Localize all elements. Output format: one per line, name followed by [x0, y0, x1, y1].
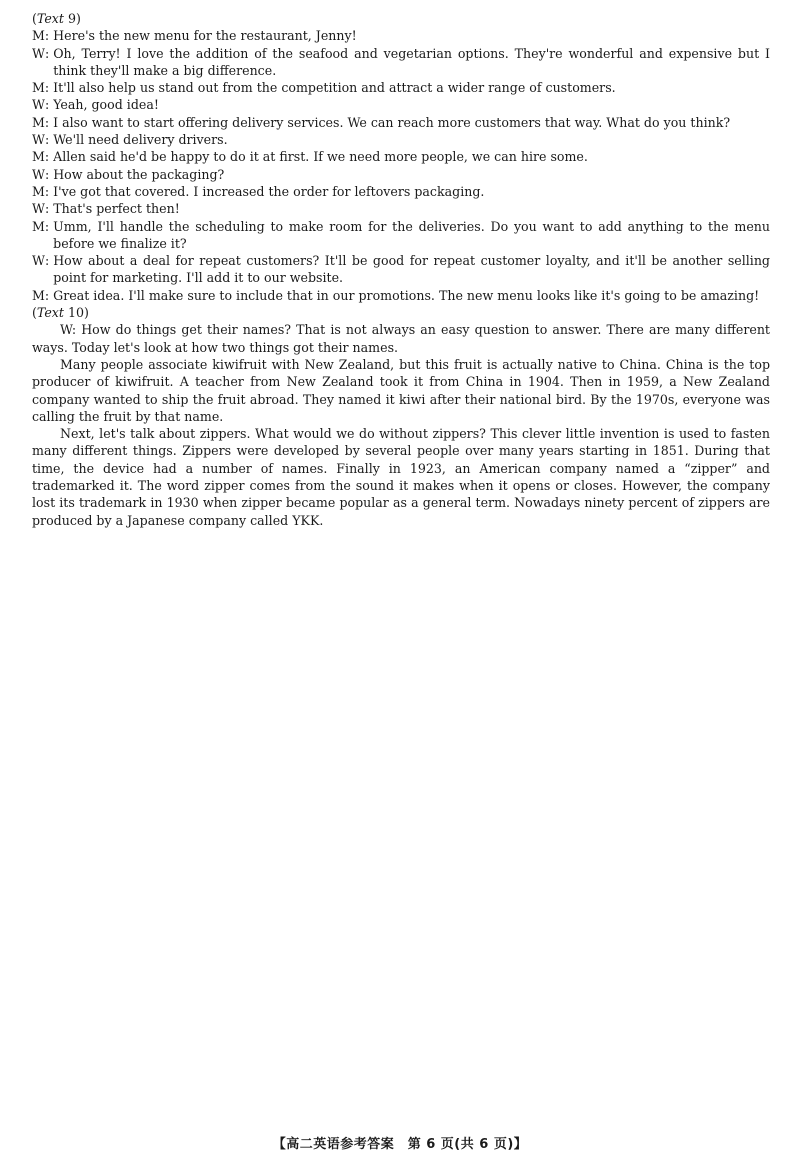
utterance-text: We'll need delivery drivers. — [53, 132, 228, 148]
text9-heading: (Text 9) — [32, 11, 81, 26]
utterance-text: I've got that covered. I increased the order for leftovers packaging. — [53, 183, 485, 199]
utterance-text: I also want to start offering delivery services. We can reach more customers that way. What do you think? — [53, 114, 731, 130]
utterance-text: It'll also help us stand out from the competition and attract a wider range of customers. — [53, 80, 616, 96]
dialogue-line: M : Umm, I'll handle the scheduling to make room for the deliveries. Do you want to add anything to the menu before we finalize it? — [32, 218, 770, 251]
utterance-text: Allen said he'd be happy to do it at first. If we need more people, we can hire some. — [53, 149, 588, 165]
utterance-text: Umm, I'll handle the scheduling to make room for the deliveries. Do you want to add anything to the menu before we finalize it? — [53, 218, 770, 251]
dialogue-line: W : We'll need delivery drivers. — [32, 131, 770, 148]
speaker-label: M — [32, 183, 45, 199]
dialogue-line: W : How about the packaging? — [32, 166, 770, 183]
passage-paragraph: Next, let's talk about zippers. What would we do without zippers? This clever little invention is used to fasten many different things. Zippers were developed by several people over many years starting in 1851. During that time, the device had a number of names. Finally in 1923, an American company named a “zipper” and trademarked it. The word zipper comes from the sound it makes when it opens or closes. However, the company lost its trademark in 1930 when zipper became popular as a general term. Nowadays ninety percent of zippers are produced by a Japanese company called YKK. — [32, 426, 770, 528]
utterance-text: Here's the new menu for the restaurant, Jenny! — [53, 28, 357, 44]
speaker-label: M — [32, 28, 45, 44]
dialogue-line: W : Yeah, good idea! — [32, 96, 770, 113]
speaker-label: W — [32, 97, 45, 113]
text9-number: 9 — [67, 11, 76, 26]
speaker-label: W — [32, 132, 45, 148]
speaker-label: M — [32, 80, 45, 96]
utterance-text: How about a deal for repeat customers? It'll be good for repeat customer loyalty, and it'll be another selling point for marketing. I'll add it to our website. — [53, 253, 770, 286]
text9-dialogue — [32, 27, 770, 304]
dialogue-line: M : Allen said he'd be happy to do it at first. If we need more people, we can hire some. — [32, 148, 770, 165]
utterance-text: Yeah, good idea! — [53, 97, 159, 113]
utterance-text: Great idea. I'll make sure to include that in our promotions. The new menu looks like it's going to be amazing! — [53, 287, 760, 303]
dialogue-line: M : It'll also help us stand out from the competition and attract a wider range of customers. — [32, 79, 770, 96]
speaker-label: M — [32, 114, 45, 130]
document-page — [32, 10, 770, 529]
page-footer: 【高二英语参考答案 第 6 页(共 6 页)】 — [272, 1137, 528, 1152]
speaker-label: W — [32, 166, 45, 182]
passage-paragraph: W: How do things get their names? That is not always an easy question to answer. There are many different ways. Today let's look at how two things got their names. — [32, 322, 770, 355]
passage-paragraph: Many people associate kiwifruit with New Zealand, but this fruit is actually native to China. China is the top producer of kiwifruit. A teacher from New Zealand took it from China in 1904. Then in 1959, a New Zealand company wanted to ship the fruit abroad. They named it kiwi after their national bird. By the 1970s, everyone was calling the fruit by that name. — [32, 356, 770, 424]
text10-heading: (Text 10) — [32, 305, 89, 321]
speaker-label: W — [32, 253, 45, 269]
text10-passage — [32, 321, 770, 529]
dialogue-line: M : Here's the new menu for the restaurant, Jenny! — [32, 27, 770, 44]
speaker-label: W — [32, 201, 45, 217]
dialogue-line: W : That's perfect then! — [32, 200, 770, 217]
dialogue-line: M : Great idea. I'll make sure to include that in our promotions. The new menu looks like it's going to be amazing! — [32, 287, 770, 304]
speaker-label: M — [32, 287, 45, 303]
dialogue-line: W : How about a deal for repeat customers? It'll be good for repeat customer loyalty, and it'll be another selling point for marketing. I'll add it to our website. — [32, 253, 770, 286]
dialogue-line: M : I also want to start offering delivery services. We can reach more customers that way. What do you think? — [32, 114, 770, 131]
speaker-label: W — [32, 45, 45, 61]
speaker-label: M — [32, 149, 45, 165]
text10-number: 10 — [67, 305, 85, 321]
utterance-text: That's perfect then! — [53, 201, 180, 217]
dialogue-line: W : Oh, Terry! I love the addition of the seafood and vegetarian options. They're wonderful and expensive but I think they'll make a big difference. — [32, 45, 770, 78]
dialogue-line: M : I've got that covered. I increased the order for leftovers packaging. — [32, 183, 770, 200]
text10-label: Text — [36, 305, 64, 321]
speaker-label: M — [32, 218, 45, 234]
utterance-text: Oh, Terry! I love the addition of the seafood and vegetarian options. They're wonderful and expensive but I think they'll make a big difference. — [53, 45, 770, 78]
utterance-text: How about the packaging? — [53, 166, 225, 182]
text9-label: Text — [36, 11, 64, 26]
